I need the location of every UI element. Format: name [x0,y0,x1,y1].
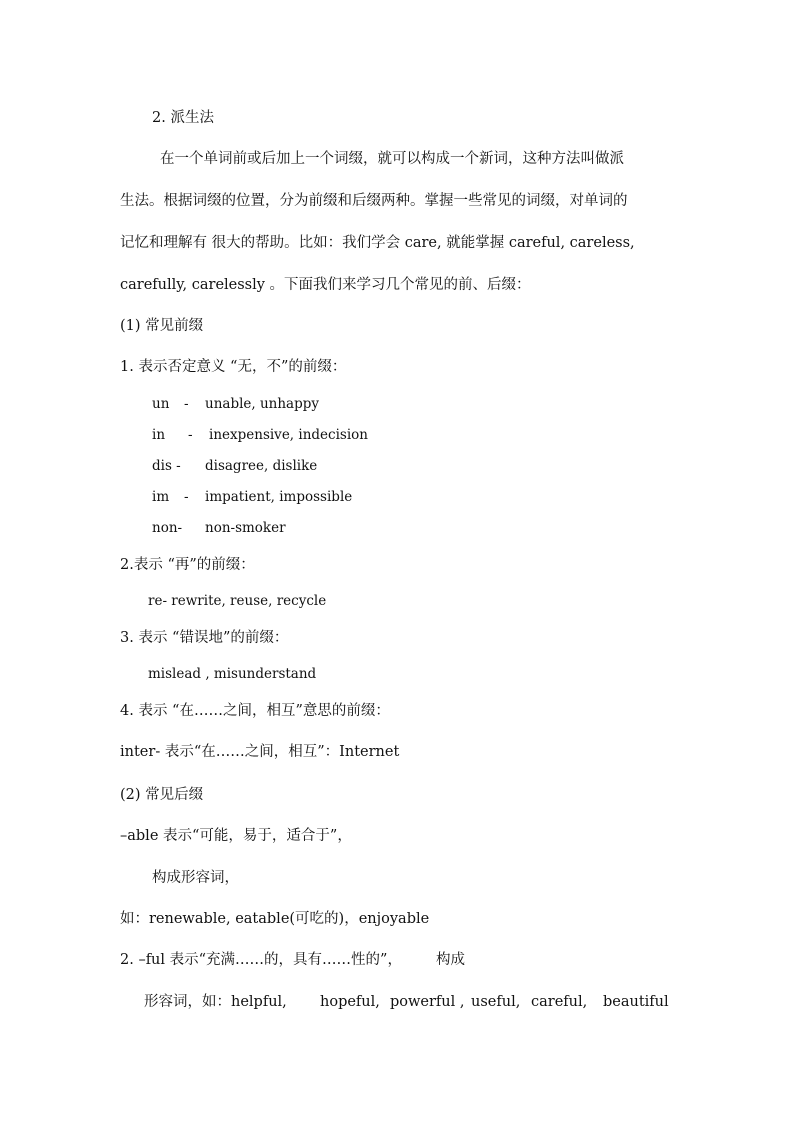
neg-row-examples: impatient, impossible [205,489,353,505]
prefix-heading: (1) 常见前缀 [120,318,204,334]
ful-suffix-line-1-tail: 构成 [436,952,465,968]
intro-line-2: 生法。根据词缀的位置，分为前缀和后缀两种。掌握一些常见的词缀，对单词的 [120,193,628,209]
neg-row-dash: - [184,489,189,505]
neg-row-prefix: dis - [152,458,181,474]
inter-prefix-examples: inter- 表示“在……之间，相互”：Internet [120,744,400,760]
section-title: 2. 派生法 [152,110,214,126]
ful-suffix-line-2: 形容词，如：helpful, [144,994,287,1010]
mis-prefix-examples: mislead , misunderstand [148,666,317,682]
able-suffix-line-3: 如：renewable, eatable(可吃的)，enjoyable [120,911,430,927]
ful-example-word: powerful , [390,994,465,1010]
intro-line-4: carefully, carelessly 。下面我们来学习几个常见的前、后缀： [120,277,531,293]
ful-example-word: beautiful [603,994,669,1010]
intro-line-1: 在一个单词前或后加上一个词缀，就可以构成一个新词，这种方法叫做派 [160,151,624,167]
neg-row-examples: inexpensive, indecision [209,427,368,443]
re-prefix-heading: 2.表示 “再”的前缀： [120,557,255,573]
inter-prefix-heading: 4. 表示 “在……之间，相互”意思的前缀： [120,703,390,719]
ful-suffix-line-1: 2. –ful 表示“充满……的，具有……性的”， [120,952,402,968]
ful-example-word: hopeful, [320,994,380,1010]
neg-prefix-heading: 1. 表示否定意义 “无，不”的前缀： [120,359,347,375]
ful-example-word: useful, [471,994,521,1010]
neg-row-dash: - [184,396,189,412]
neg-row-prefix: in [152,427,166,443]
ful-example-word: careful, [531,994,588,1010]
neg-row-prefix: un [152,396,170,412]
intro-line-3: 记忆和理解有 很大的帮助。比如：我们学会 care, 就能掌握 careful, careless, [120,235,635,251]
neg-row-prefix: non- [152,520,183,536]
able-suffix-line-1: –able 表示“可能，易于，适合于”， [120,828,352,844]
able-suffix-line-2: 构成形容词， [152,870,239,886]
neg-row-examples: unable, unhappy [205,396,320,412]
neg-row-examples: non-smoker [205,520,286,536]
neg-row-examples: disagree, dislike [205,458,318,474]
suffix-heading: (2) 常见后缀 [120,787,204,803]
mis-prefix-heading: 3. 表示 “错误地”的前缀： [120,630,289,646]
re-prefix-examples: re- rewrite, reuse, recycle [148,593,327,609]
neg-row-dash: - [188,427,193,443]
neg-row-prefix: im [152,489,170,505]
